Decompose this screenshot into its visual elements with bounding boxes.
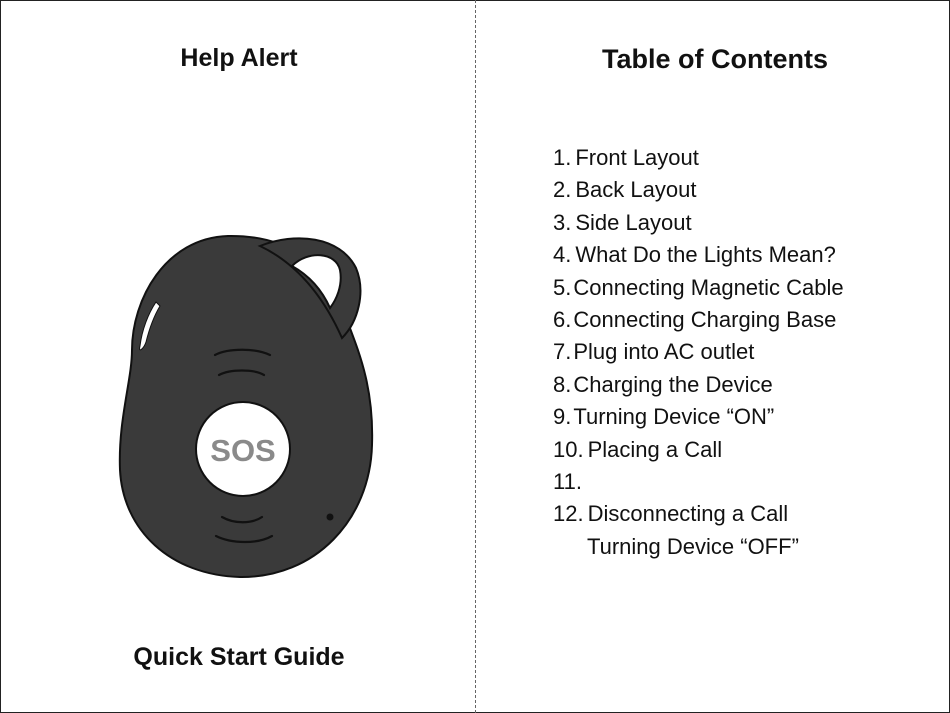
- toc-item: 3. Side Layout: [553, 209, 692, 235]
- toc-item: 8.Charging the Device: [553, 371, 773, 397]
- toc-title: Table of Contents: [602, 44, 828, 74]
- toc-item: 1. Front Layout: [553, 145, 699, 170]
- toc-item: 4. What Do the Lights Mean?: [553, 242, 836, 268]
- toc-item: 6.Connecting Charging Base: [553, 306, 837, 332]
- toc-item: 12. Disconnecting a Call: [553, 501, 789, 527]
- pendant-device-icon: [110, 230, 380, 585]
- toc-item: 5.Connecting Magnetic Cable: [553, 274, 844, 300]
- product-title: Help Alert: [180, 44, 298, 72]
- toc-item: 2. Back Layout: [553, 177, 697, 203]
- toc-item: 9.Turning Device “ON”: [553, 404, 775, 430]
- toc-item-continuation: Turning Device “OFF”: [587, 533, 799, 559]
- toc-list: [553, 142, 844, 563]
- toc-item: 7.Plug into AC outlet: [553, 339, 755, 365]
- indicator-dot-icon: [327, 514, 334, 521]
- sos-button-label: SOS: [210, 433, 276, 468]
- guide-subtitle: Quick Start Guide: [133, 643, 345, 671]
- toc-item: 10. Placing a Call: [553, 436, 723, 462]
- toc-item: 11.: [553, 468, 582, 494]
- right-panel: [476, 0, 950, 713]
